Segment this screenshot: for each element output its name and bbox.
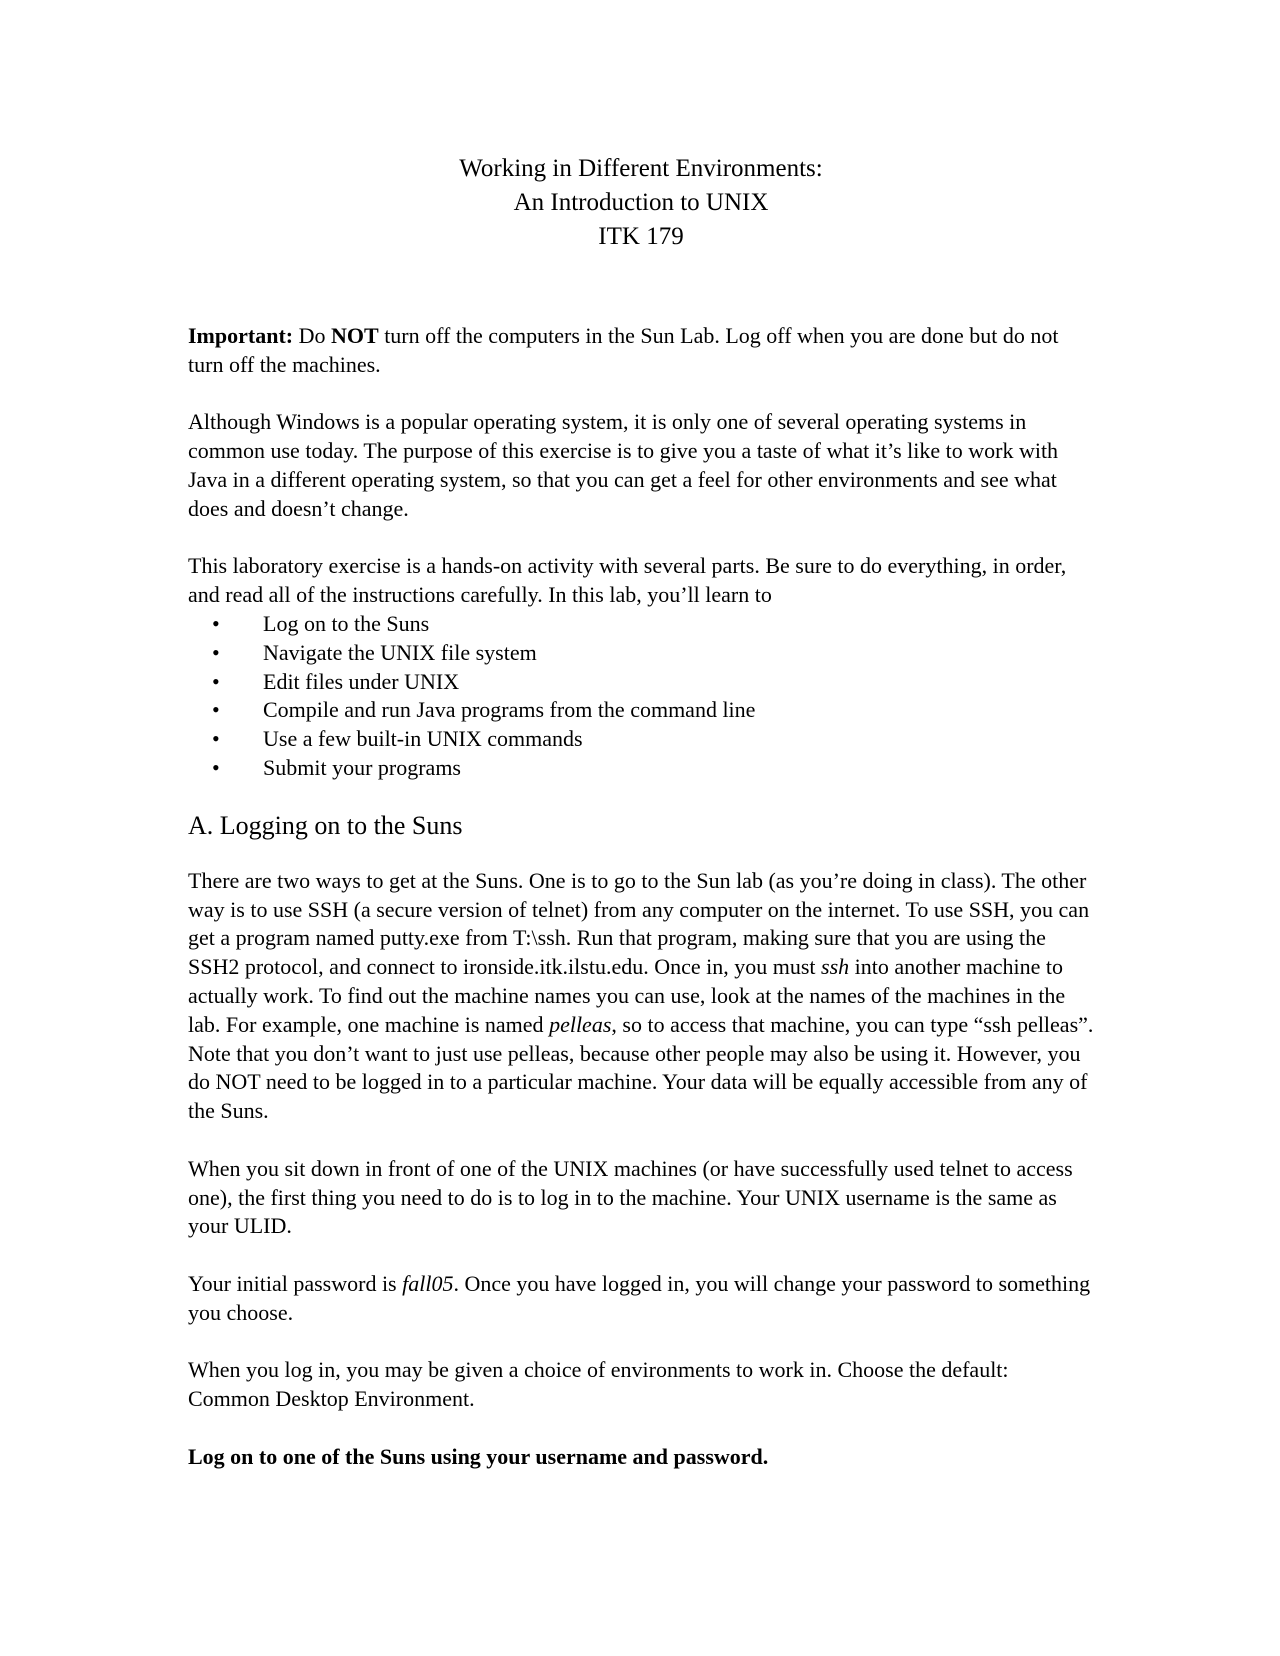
title-line-2: An Introduction to UNIX	[513, 189, 769, 216]
intro-paragraph: Although Windows is a popular operating system, it is only one of several operating systems in common use today. The purpose of this exercise is to give you a taste of what it’s like to work with Java in a different operating system, so that you can get a feel for other environments and see what does and doesn’t change.	[188, 409, 1059, 521]
list-item: • Compile and run Java programs from the command line	[188, 696, 1094, 725]
section-a-paragraph-4: When you log in, you may be given a choice of environments to work in. Choose the default: Common Desktop Environment.	[188, 1357, 1009, 1412]
initial-password: fall05	[402, 1270, 454, 1296]
important-not: NOT	[331, 323, 379, 348]
section-a-heading: A. Logging on to the Suns	[188, 810, 463, 840]
final-instruction: Log on to one of the Suns using your username and password.	[188, 1443, 769, 1469]
important-notice	[188, 322, 1094, 380]
bullet-icon: •	[212, 668, 220, 694]
list-item: • Use a few built-in UNIX commands	[188, 725, 1094, 754]
bullet-icon: •	[212, 726, 220, 752]
bullet-icon: •	[212, 754, 220, 780]
title-line-1: Working in Different Environments:	[459, 155, 823, 182]
list-item: • Submit your programs	[188, 754, 1094, 783]
section-a-paragraph-2: When you sit down in front of one of the UNIX machines (or have successfully used telnet to access one), the first thing you need to do is to log in to the machine. Your UNIX username is the same as your ULID.	[188, 1155, 1073, 1239]
title-line-3: ITK 179	[598, 223, 684, 250]
lab-intro-paragraph: This laboratory exercise is a hands-on activity with several parts. Be sure to do everything, in order, and read all of the instructions carefully. In this lab, you’ll learn to	[188, 553, 1067, 608]
bullet-icon: •	[212, 697, 220, 723]
list-item: • Log on to the Suns	[188, 610, 1094, 639]
list-item: • Edit files under UNIX	[188, 668, 1094, 697]
important-post: turn off the computers in the Sun Lab. Log off when you are done but do not turn off the machines.	[188, 323, 1059, 377]
section-a-paragraph-3: Your initial password is fall05. Once you have logged in, you will change your password to something you choose.	[188, 1270, 1091, 1325]
important-label: Important:	[188, 323, 294, 348]
document-page	[188, 152, 1094, 1500]
bullet-icon: •	[212, 610, 220, 636]
document-title	[188, 152, 1094, 254]
important-pre: Do	[293, 323, 331, 348]
section-a-paragraph-1: There are two ways to get at the Suns. One is to go to the Sun lab (as you’re doing in class). The other way is to use SSH (a secure version of telnet) from any computer on the internet. To use SSH, you can get a program named putty.exe from T:\ssh. Run that program, making sure that you are using the SSH2 protocol, and connect to ironside.itk.ilstu.edu. Once in, you must ssh into another machine to actually work. To find out the machine names you can use, look at the names of the machines in the lab. For example, one machine is named pelleas, so to access that machine, you can type “ssh pelleas”. Note that you don’t want to just use pelleas, because other people may also be using it. However, you do NOT need to be logged in to a particular machine. Your data will be equally accessible from any of the Suns.	[188, 867, 1094, 1124]
bullet-icon: •	[212, 639, 220, 665]
learn-list	[188, 610, 1094, 783]
pelleas-term: pelleas	[549, 1011, 612, 1037]
list-item: • Navigate the UNIX file system	[188, 639, 1094, 668]
ssh-term: ssh	[821, 954, 850, 980]
